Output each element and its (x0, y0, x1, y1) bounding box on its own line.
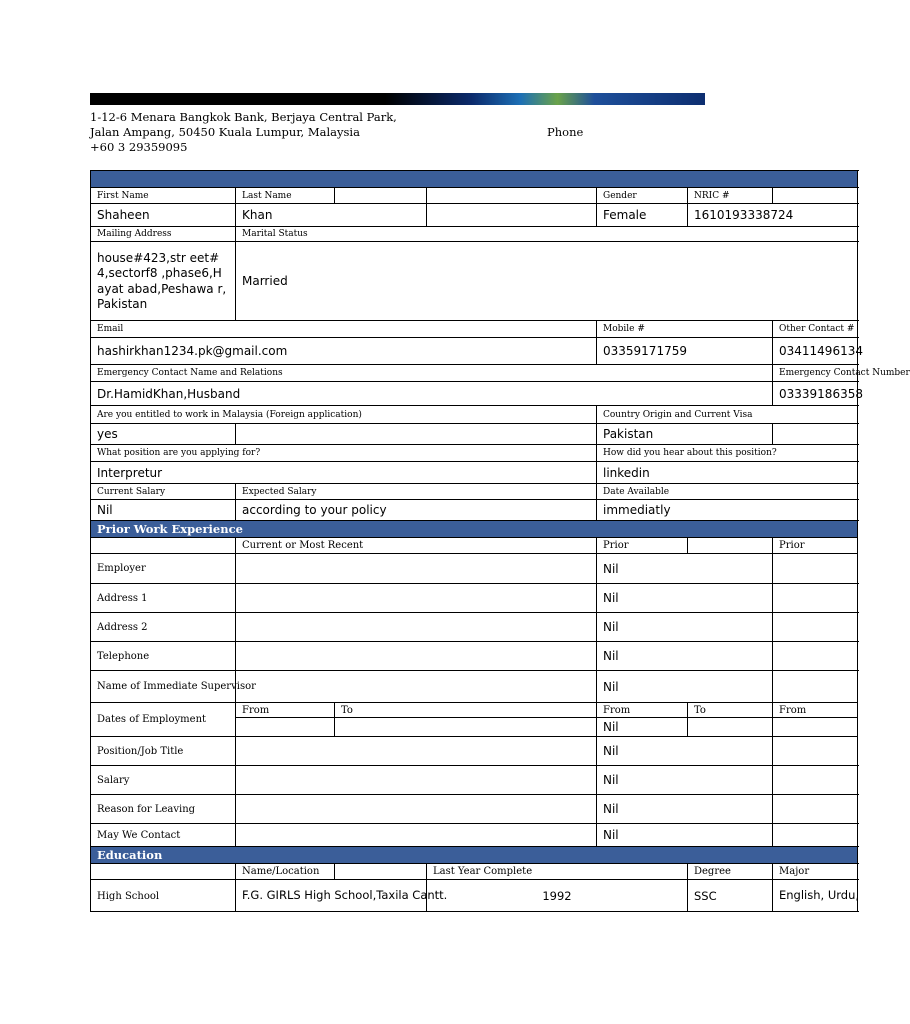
empty-cell (91, 864, 236, 880)
col-name-header: Name/Location (236, 864, 335, 880)
contact-prior1[interactable]: Nil (597, 824, 773, 847)
emergency-name-field[interactable]: Dr.HamidKhan,Husband (91, 382, 773, 406)
expected-salary-field[interactable]: according to your policy (236, 500, 597, 521)
entitled-label: Are you entitled to work in Malaysia (Foreign application) (91, 406, 597, 424)
contact-current[interactable] (236, 824, 597, 847)
first-name-field[interactable]: Shaheen (91, 204, 236, 227)
empty-cell (236, 424, 597, 445)
marital-status-field[interactable]: Married (236, 242, 858, 321)
from-prior2-field[interactable] (773, 718, 858, 737)
emergency-number-label: Emergency Contact Number (773, 365, 858, 382)
degree-field[interactable]: SSC (688, 880, 773, 912)
telephone-label: Telephone (91, 642, 236, 671)
email-label: Email (91, 321, 597, 338)
col-year-header: Last Year Complete (427, 864, 688, 880)
salary-prior2[interactable] (773, 766, 858, 795)
col-current-header: Current or Most Recent (236, 538, 597, 554)
last-name-field[interactable]: Khan (236, 204, 427, 227)
address-line-1: 1-12-6 Menara Bangkok Bank, Berjaya Central Park, (90, 110, 397, 124)
contact-prior2[interactable] (773, 824, 858, 847)
mailing-address-field[interactable]: house#423,str eet#4,sectorf8 ,phase6,Hayat abad,Peshawa r,Pakistan (91, 242, 236, 321)
to-current-label: To (335, 703, 597, 718)
address-line-3: +60 3 29359095 (90, 140, 188, 154)
last-name-label: Last Name (236, 188, 335, 204)
emergency-number-field[interactable]: 03339186358 (773, 382, 858, 406)
position-current[interactable] (236, 737, 597, 766)
nric-field[interactable]: 1610193338724 (688, 204, 858, 227)
gender-label: Gender (597, 188, 688, 204)
gender-field[interactable]: Female (597, 204, 688, 227)
company-address (90, 110, 397, 155)
position-title-label: Position/Job Title (91, 737, 236, 766)
position-label: What position are you applying for? (91, 445, 597, 462)
hear-field[interactable]: linkedin (597, 462, 858, 484)
work-section-title: Prior Work Experience (91, 521, 858, 538)
date-available-label: Date Available (597, 484, 858, 500)
to-prior1-label: To (688, 703, 773, 718)
address2-prior1[interactable]: Nil (597, 613, 773, 642)
reason-label: Reason for Leaving (91, 795, 236, 824)
col-prior2-header: Prior (773, 538, 858, 554)
marital-status-label: Marital Status (236, 227, 858, 242)
salary-label: Salary (91, 766, 236, 795)
employer-label: Employer (91, 554, 236, 584)
current-salary-label: Current Salary (91, 484, 236, 500)
reason-prior2[interactable] (773, 795, 858, 824)
position-prior1[interactable]: Nil (597, 737, 773, 766)
empty-cell (427, 204, 597, 227)
to-current-field[interactable] (335, 718, 597, 737)
dates-label: Dates of Employment (91, 703, 236, 737)
address1-prior1[interactable]: Nil (597, 584, 773, 613)
mobile-label: Mobile # (597, 321, 773, 338)
position-field[interactable]: Interpretur (91, 462, 597, 484)
hear-label: How did you hear about this position? (597, 445, 858, 462)
from-prior1-label: From (597, 703, 688, 718)
supervisor-current[interactable] (236, 671, 597, 703)
education-section-title: Education (91, 847, 858, 864)
date-available-field[interactable]: immediatly (597, 500, 858, 521)
first-name-label: First Name (91, 188, 236, 204)
telephone-prior2[interactable] (773, 642, 858, 671)
mobile-field[interactable]: 03359171759 (597, 338, 773, 365)
school-field[interactable]: F.G. GIRLS High School,Taxila Cantt. (236, 880, 427, 912)
from-current-field[interactable] (236, 718, 335, 737)
from-current-label: From (236, 703, 335, 718)
telephone-current[interactable] (236, 642, 597, 671)
empty-cell (335, 188, 427, 204)
from-prior2-label: From (773, 703, 858, 718)
employer-prior1[interactable]: Nil (597, 554, 773, 584)
empty-cell (91, 538, 236, 554)
reason-prior1[interactable]: Nil (597, 795, 773, 824)
year-field[interactable]: 1992 (427, 880, 688, 912)
empty-cell (335, 864, 427, 880)
col-major-header: Major (773, 864, 858, 880)
supervisor-label: Name of Immediate Supervisor (91, 671, 236, 703)
empty-cell (773, 424, 858, 445)
current-salary-field[interactable]: Nil (91, 500, 236, 521)
mailing-address-label: Mailing Address (91, 227, 236, 242)
col-degree-header: Degree (688, 864, 773, 880)
position-prior2[interactable] (773, 737, 858, 766)
address1-label: Address 1 (91, 584, 236, 613)
header-banner (90, 93, 705, 105)
high-school-label: High School (91, 880, 236, 912)
telephone-prior1[interactable]: Nil (597, 642, 773, 671)
address1-prior2[interactable] (773, 584, 858, 613)
phone-label: Phone (547, 125, 584, 139)
employer-current[interactable] (236, 554, 597, 584)
address2-prior2[interactable] (773, 613, 858, 642)
employer-prior2[interactable] (773, 554, 858, 584)
address2-current[interactable] (236, 613, 597, 642)
salary-prior1[interactable]: Nil (597, 766, 773, 795)
col-prior1-header: Prior (597, 538, 688, 554)
contact-label: May We Contact (91, 824, 236, 847)
major-field[interactable]: English, Urdu, (773, 880, 858, 912)
reason-current[interactable] (236, 795, 597, 824)
salary-current[interactable] (236, 766, 597, 795)
supervisor-prior1[interactable]: Nil (597, 671, 773, 703)
email-field[interactable]: hashirkhan1234.pk@gmail.com (91, 338, 597, 365)
other-contact-label: Other Contact # (773, 321, 858, 338)
supervisor-prior2[interactable] (773, 671, 858, 703)
address-line-2: Jalan Ampang, 50450 Kuala Lumpur, Malaysia (90, 125, 360, 139)
emergency-name-label: Emergency Contact Name and Relations (91, 365, 773, 382)
empty-cell (688, 538, 773, 554)
address2-label: Address 2 (91, 613, 236, 642)
address1-current[interactable] (236, 584, 597, 613)
entitled-field[interactable]: yes (91, 424, 236, 445)
from-prior1-field[interactable]: Nil (597, 718, 688, 737)
application-form (90, 170, 910, 912)
nric-label: NRIC # (688, 188, 773, 204)
empty-cell (427, 188, 597, 204)
other-contact-field[interactable]: 03411496134 (773, 338, 858, 365)
personal-section-bar (91, 171, 858, 188)
to-prior1-field[interactable] (688, 718, 773, 737)
empty-cell (773, 188, 858, 204)
country-label: Country Origin and Current Visa (597, 406, 858, 424)
country-field[interactable]: Pakistan (597, 424, 773, 445)
expected-salary-label: Expected Salary (236, 484, 597, 500)
